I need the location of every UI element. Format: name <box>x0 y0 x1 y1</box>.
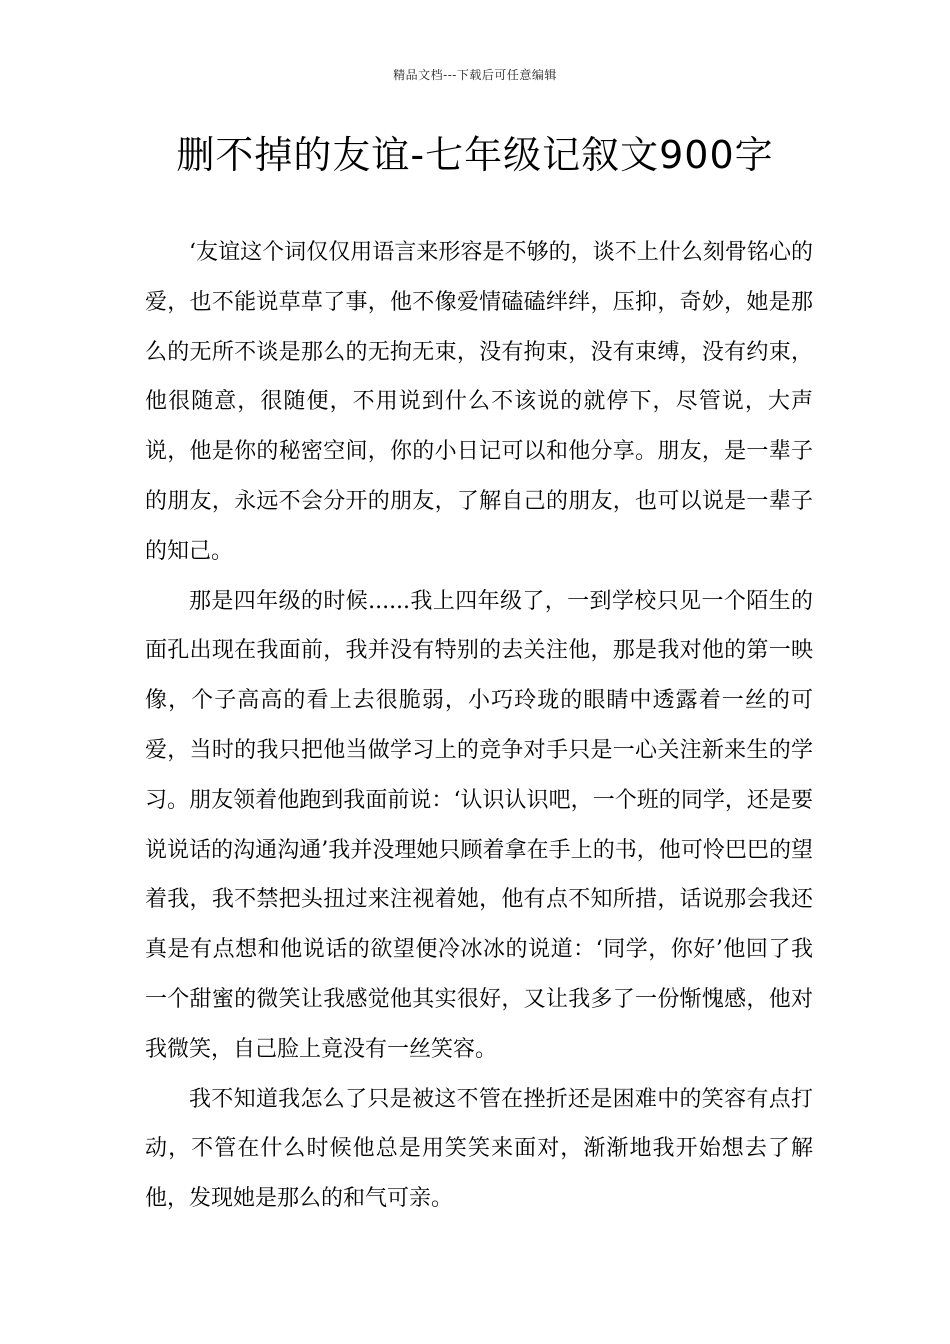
paragraph: 那是四年级的时候......我上四年级了，一到学校只见一个陌生的面孔出现在我面前，我并没有特别的去关注他，那是我对他的第一映像，个子高高的看上去很脆弱，小巧玲珑的眼睛中透露着一丝的可爱，当时的我只把他当做学习上的竞争对手只是一心关注新来生的学习。朋友领着他跑到我面前说：‘认识认识吧，一个班的同学，还是要说说话的沟通沟通’我并没理她只顾着拿在手上的书，他可怜巴巴的望着我，我不禁把头扭过来注视着她，他有点不知所措，话说那会我还真是有点想和他说话的欲望便冷冰冰的说道：‘同学，你好’他回了我一个甜蜜的微笑让我感觉他其实很好，又让我多了一份惭愧感，他对我微笑，自己脸上竟没有一丝笑容。 <box>145 588 813 1062</box>
paragraph: ‘友谊这个词仅仅用语言来形容是不够的，谈不上什么刻骨铭心的爱，也不能说草草了事，他不像爱情磕磕绊绊，压抑，奇妙，她是那么的无所不谈是那么的无拘无束，没有拘束，没有束缚，没有约束，他很随意，很随便，不用说到什么不该说的就停下，尽管说，大声说，他是你的秘密空间，你的小日记可以和他分享。朋友，是一辈子的朋友，永远不会分开的朋友，了解自己的朋友，也可以说是一辈子的知己。 <box>145 240 813 564</box>
header-note: 精品文档---下载后可任意编辑 <box>393 68 557 82</box>
paragraph: 我不知道我怎么了只是被这不管在挫折还是困难中的笑容有点打动，不管在什么时候他总是用笑笑来面对，渐渐地我开始想去了解他，发现她是那么的和气可亲。 <box>145 1086 813 1212</box>
page-title: 删不掉的友谊-七年级记叙文900字 <box>176 133 774 177</box>
article-body <box>145 228 813 1224</box>
